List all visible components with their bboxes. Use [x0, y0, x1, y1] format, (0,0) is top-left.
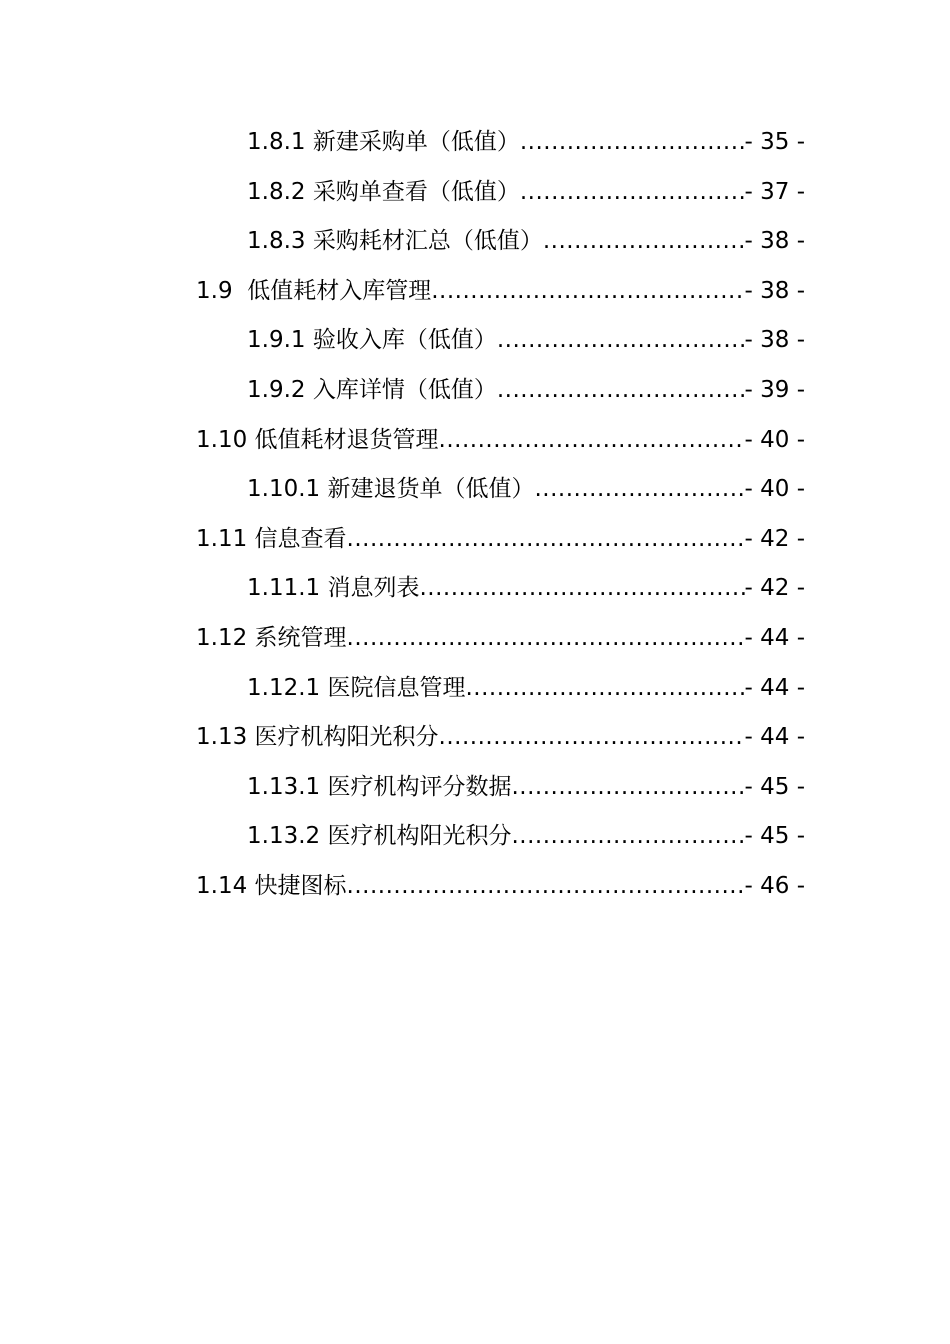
- toc-entry-1-13-1[interactable]: [247, 767, 805, 817]
- toc-page-number: - 35 -: [744, 129, 805, 155]
- toc-page-number: - 44 -: [744, 674, 805, 701]
- toc-entry-title: 1.11 信息查看: [196, 525, 347, 552]
- toc-entry-title: 1.12 系统管理: [196, 624, 347, 651]
- toc-page-number: - 38 -: [744, 327, 805, 354]
- toc-entry-1-14[interactable]: [196, 866, 805, 916]
- toc-dot-leader: [347, 866, 745, 906]
- toc-entry-title: 1.8.3 采购耗材汇总（低值）: [247, 228, 543, 255]
- toc-dot-leader: [534, 469, 744, 509]
- toc-entry-title: 1.10.1 新建退货单（低值）: [247, 476, 535, 503]
- toc-entry-title: 1.8.1 新建采购单（低值）: [247, 129, 520, 155]
- toc-entry-title: 1.13.1 医疗机构评分数据: [247, 773, 512, 800]
- toc-dot-leader: [520, 122, 745, 162]
- toc-entry-1-11-1[interactable]: [247, 568, 805, 618]
- toc-dot-leader: [347, 519, 745, 559]
- toc-entry-title: 1.14 快捷图标: [196, 872, 347, 899]
- toc-entry-title: 1.9 低值耗材入库管理: [196, 277, 432, 304]
- toc-entry-1-12[interactable]: [196, 618, 805, 668]
- toc-page-number: - 40 -: [744, 426, 805, 453]
- toc-entry-1-9-2[interactable]: [247, 370, 805, 420]
- toc-entry-title: 1.13.2 医疗机构阳光积分: [247, 823, 512, 850]
- toc-page-number: - 44 -: [744, 624, 805, 651]
- toc-dot-leader: [439, 717, 745, 757]
- toc-dot-leader: [431, 271, 744, 311]
- toc-entry-1-9-1[interactable]: [247, 320, 805, 370]
- toc-page-number: - 37 -: [744, 178, 805, 205]
- toc-entry-1-8-1[interactable]: [247, 122, 805, 172]
- toc-dot-leader: [497, 320, 745, 360]
- toc-dot-leader: [511, 767, 744, 807]
- table-of-contents: [0, 122, 950, 916]
- toc-entry-1-13[interactable]: [196, 717, 805, 767]
- toc-entry-1-8-3[interactable]: [247, 221, 805, 271]
- toc-page-number: - 38 -: [744, 228, 805, 255]
- toc-entry-title: 1.10 低值耗材退货管理: [196, 426, 439, 453]
- toc-dot-leader: [497, 370, 745, 410]
- toc-page-number: - 46 -: [744, 872, 805, 899]
- toc-entry-1-8-2[interactable]: [247, 172, 805, 222]
- toc-page-number: - 39 -: [744, 376, 805, 403]
- toc-dot-leader: [347, 618, 745, 658]
- toc-page-number: - 42 -: [744, 525, 805, 552]
- toc-entry-1-10-1[interactable]: [247, 469, 805, 519]
- toc-dot-leader: [511, 816, 744, 856]
- toc-page-number: - 40 -: [744, 476, 805, 503]
- toc-entry-1-9[interactable]: [196, 271, 805, 321]
- toc-entry-1-11[interactable]: [196, 519, 805, 569]
- toc-page-number: - 45 -: [744, 823, 805, 850]
- toc-entry-title: 1.9.2 入库详情（低值）: [247, 376, 497, 403]
- toc-entry-title: 1.12.1 医院信息管理: [247, 674, 466, 701]
- toc-entry-title: 1.11.1 消息列表: [247, 575, 420, 602]
- toc-entry-title: 1.13 医疗机构阳光积分: [196, 724, 439, 751]
- toc-page-number: - 38 -: [744, 277, 805, 304]
- toc-entry-title: 1.9.1 验收入库（低值）: [247, 327, 497, 354]
- toc-entry-1-10[interactable]: [196, 420, 805, 470]
- toc-dot-leader: [439, 420, 745, 460]
- toc-page-number: - 42 -: [744, 575, 805, 602]
- toc-dot-leader: [465, 668, 744, 708]
- toc-page-number: - 45 -: [744, 773, 805, 800]
- toc-page-number: - 44 -: [744, 724, 805, 751]
- toc-entry-1-12-1[interactable]: [247, 668, 805, 718]
- toc-entry-1-13-2[interactable]: [247, 816, 805, 866]
- toc-dot-leader: [520, 172, 745, 212]
- toc-dot-leader: [543, 221, 745, 261]
- toc-entry-title: 1.8.2 采购单查看（低值）: [247, 178, 520, 205]
- toc-dot-leader: [419, 568, 744, 608]
